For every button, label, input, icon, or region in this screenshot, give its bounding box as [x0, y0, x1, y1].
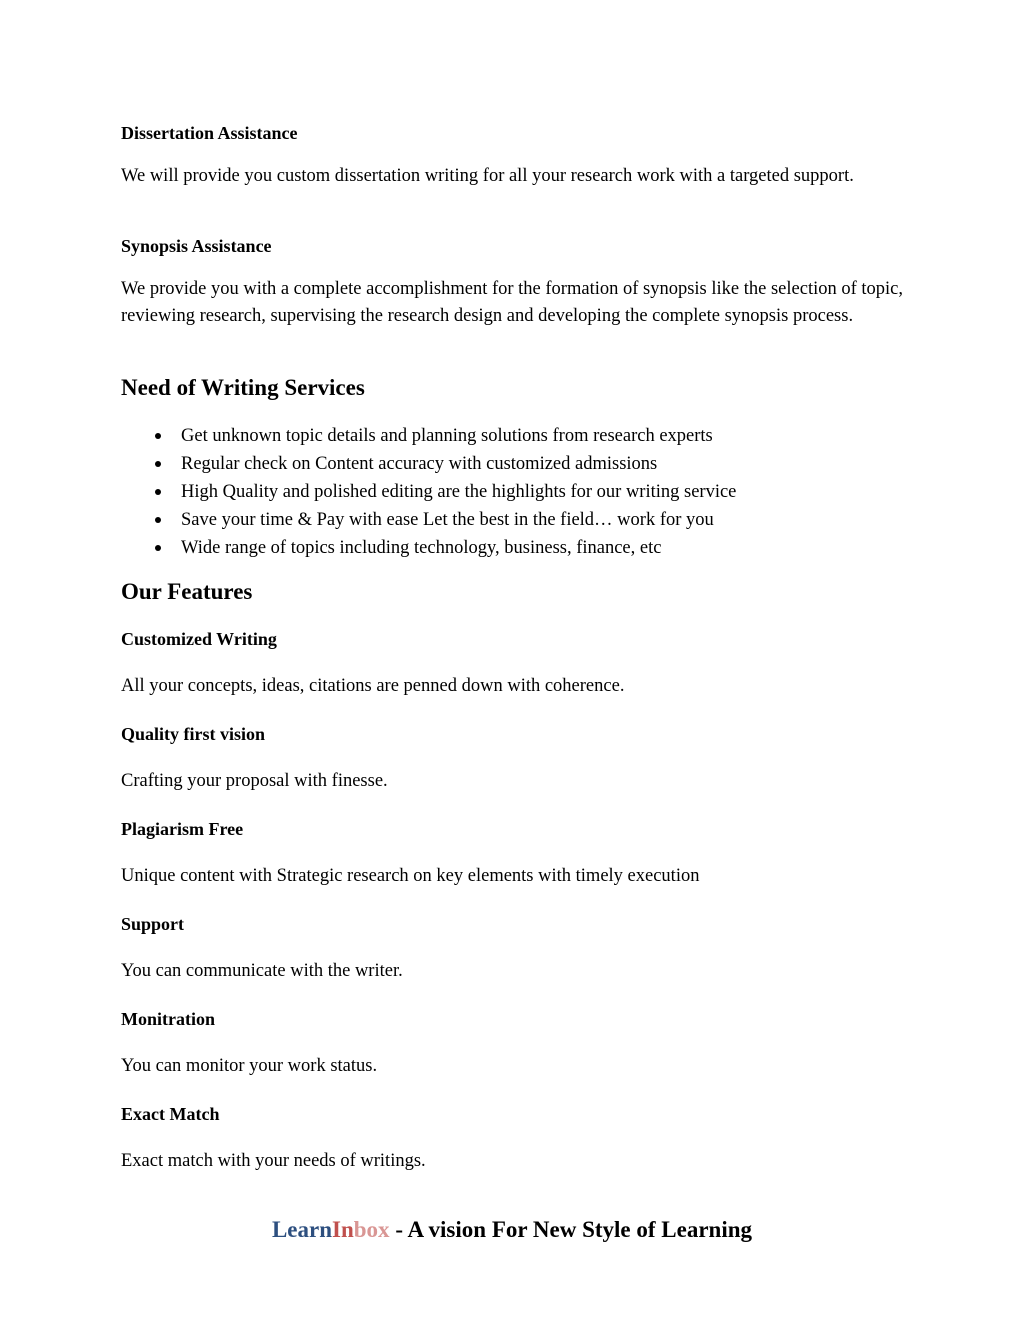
list-item — [121, 478, 736, 506]
features-heading: Our Features — [121, 579, 253, 604]
footer-tagline — [0, 1216, 1024, 1244]
list-item-text: Regular check on Content accuracy with customized admissions — [181, 454, 658, 474]
dissertation-body: We will provide you custom dissertation writing for all your research work with a targeted support. — [121, 166, 854, 186]
feature-title-customized: Customized Writing — [121, 629, 277, 649]
list-item-text: Get unknown topic details and planning solutions from research experts — [181, 426, 713, 446]
feature-title-quality: Quality first vision — [121, 724, 266, 744]
feature-text-monitration: You can monitor your work status. — [121, 1056, 378, 1076]
list-item-text: Wide range of topics including technology, business, finance, etc — [181, 538, 662, 558]
feature-text-customized: All your concepts, ideas, citations are penned down with coherence. — [121, 676, 625, 696]
need-heading: Need of Writing Services — [121, 375, 365, 400]
feature-text-exact-match: Exact match with your needs of writings. — [121, 1151, 426, 1171]
bullet-icon — [155, 461, 161, 467]
bullet-icon — [155, 433, 161, 439]
feature-text-support: You can communicate with the writer. — [121, 961, 403, 981]
feature-text-plagiarism: Unique content with Strategic research on key elements with timely execution — [121, 866, 700, 886]
list-item — [121, 506, 736, 534]
feature-title-monitration: Monitration — [121, 1009, 215, 1029]
bullet-icon — [155, 545, 161, 551]
list-item — [121, 534, 736, 562]
dissertation-heading: Dissertation Assistance — [121, 123, 298, 143]
feature-text-quality: Crafting your proposal with finesse. — [121, 771, 388, 791]
list-item-text: Save your time & Pay with ease Let the best in the field… work for you — [181, 510, 714, 530]
brand-learn: Learn — [271, 1217, 333, 1242]
bullet-icon — [155, 489, 161, 495]
brand-box: box — [353, 1217, 390, 1242]
need-list — [121, 422, 736, 562]
synopsis-heading: Synopsis Assistance — [121, 236, 272, 256]
bullet-icon — [155, 517, 161, 523]
brand-in: In — [332, 1217, 354, 1242]
list-item — [121, 422, 736, 450]
list-item-text: High Quality and polished editing are the highlights for our writing service — [181, 482, 737, 502]
synopsis-body: We provide you with a complete accomplishment for the formation of synopsis like the selection of topic, reviewing research, supervising the research design and developing the complete synopsis process. — [121, 279, 903, 326]
feature-title-support: Support — [121, 914, 185, 934]
feature-title-exact-match: Exact Match — [121, 1104, 220, 1124]
feature-title-plagiarism: Plagiarism Free — [121, 819, 244, 839]
list-item — [121, 450, 736, 478]
footer-tagline-text: - A vision For New Style of Learning — [389, 1217, 753, 1242]
